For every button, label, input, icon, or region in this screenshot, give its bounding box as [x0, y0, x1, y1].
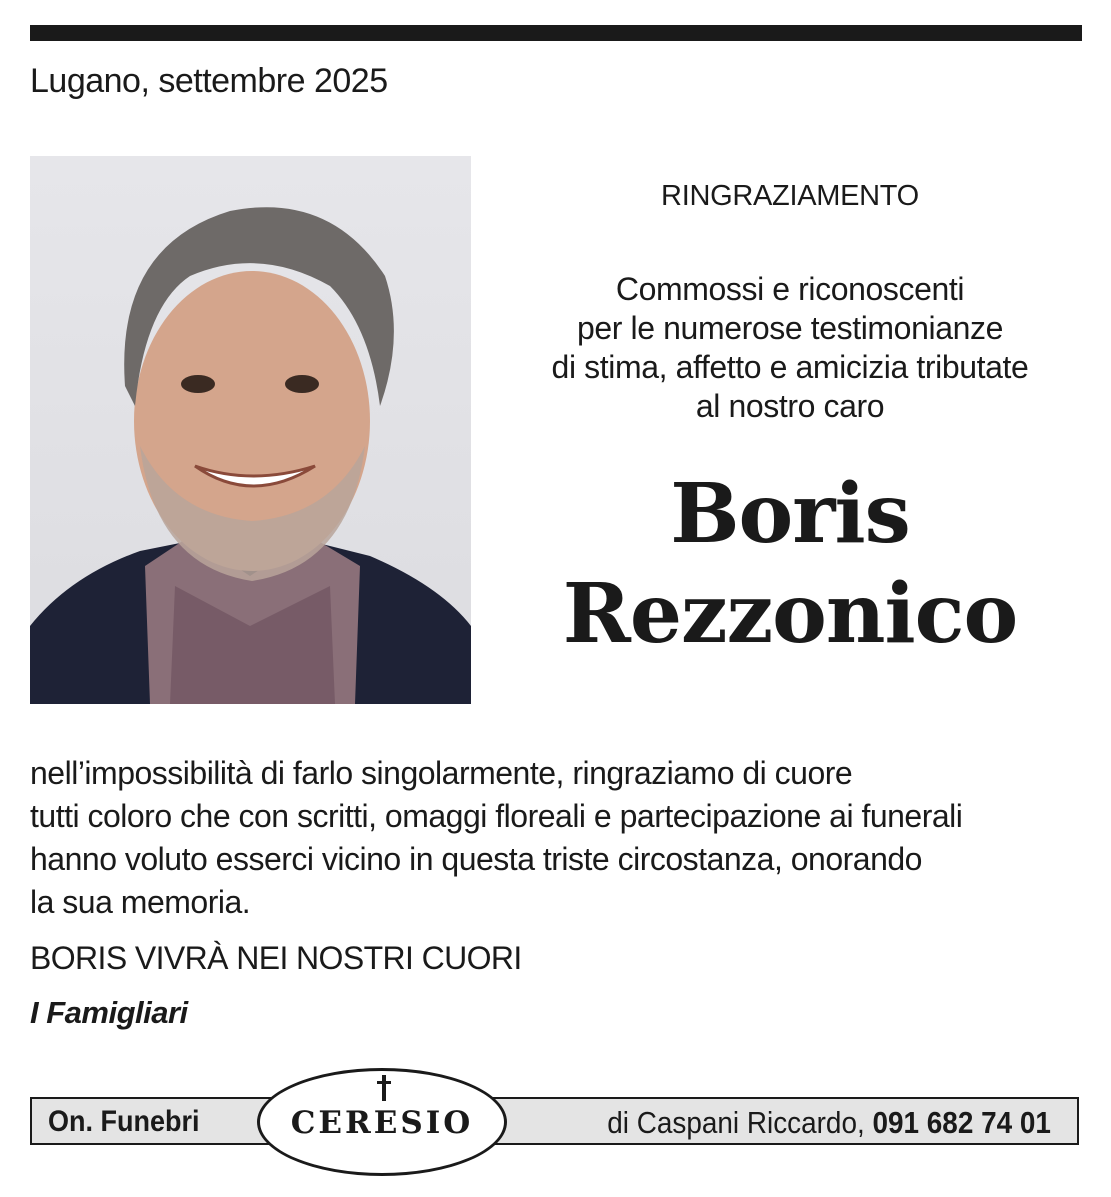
body-line: hanno voluto esserci vicino in questa triste circostanza, onorando	[30, 841, 922, 877]
place-date: Lugano, settembre 2025	[30, 62, 388, 100]
intro-line: di stima, affetto e amicizia tributate	[551, 349, 1029, 385]
funeral-home-label: On. Funebri	[48, 1105, 200, 1138]
logo-text: CERESIO	[290, 1105, 474, 1141]
cross-icon	[377, 1075, 391, 1101]
signature: I Famigliari	[30, 995, 188, 1030]
notice-heading: RINGRAZIAMENTO	[661, 180, 919, 212]
funeral-home-banner	[30, 1097, 1079, 1145]
first-name: Boris	[670, 466, 910, 562]
thanks-paragraph	[30, 752, 1090, 924]
body-line: tutti coloro che con scritti, omaggi floreali e partecipazione ai funerali	[30, 798, 963, 834]
body-line: la sua memoria.	[30, 884, 251, 920]
owner-name: di Caspani Riccardo,	[607, 1105, 865, 1140]
notice-header	[480, 175, 1100, 664]
funeral-home-contact	[607, 1105, 1051, 1141]
motto: BORIS VIVRÀ NEI NOSTRI CUORI	[30, 940, 522, 976]
portrait-photo	[30, 156, 471, 704]
ceresio-logo	[257, 1068, 507, 1176]
top-rule	[30, 25, 1082, 41]
intro-line: per le numerose testimonianze	[577, 310, 1003, 346]
last-name: Rezzonico	[562, 566, 1018, 662]
intro-line: al nostro caro	[695, 388, 885, 424]
intro-line: Commossi e riconoscenti	[615, 271, 965, 307]
intro-text	[480, 270, 1100, 426]
phone-number: 091 682 74 01	[872, 1105, 1051, 1140]
body-line: nell’impossibilità di farlo singolarmente, ringraziamo di cuore	[30, 755, 853, 791]
deceased-name	[480, 464, 1100, 664]
